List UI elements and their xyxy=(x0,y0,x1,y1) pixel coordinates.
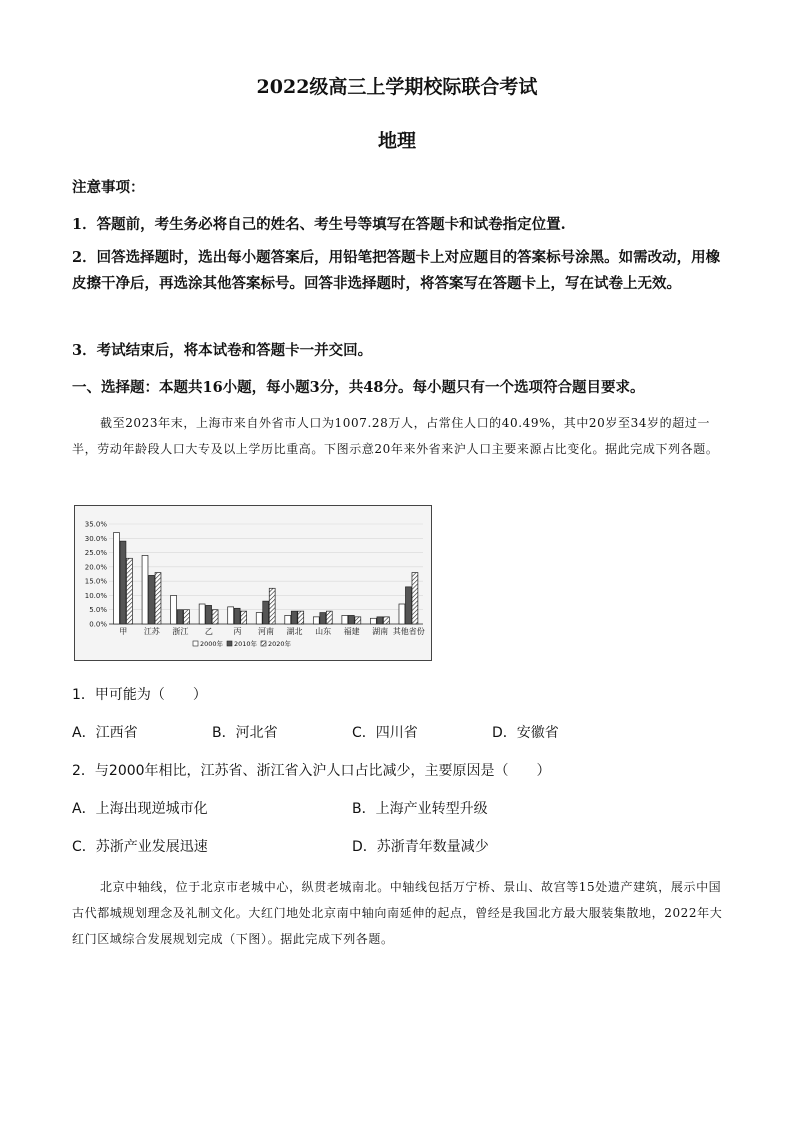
note-item-2: 2．回答选择题时，选出每小题答案后，用铅笔把答题卡上对应题目的答案标号涂黑。如需改动，用橡皮擦干净后，再选涂其他答案标号。回答非选择题时，将答案写在答题卡上，写在试卷上无效。 xyxy=(72,249,721,292)
q2-option-d[interactable]: D．苏浙青年数量减少 xyxy=(352,839,489,855)
category-label: 湖北 xyxy=(286,627,303,636)
bar-2020年-其他省份 xyxy=(412,573,418,624)
q2-option-c[interactable]: C．苏浙产业发展迅速 xyxy=(72,839,208,855)
section-1-heading: 一、选择题：本题共16小题，每小题3分，共48分。每小题只有一个选项符合题目要求。 xyxy=(72,379,645,396)
subject-title: 地理 xyxy=(377,130,416,152)
bar-2020年-甲 xyxy=(127,558,133,624)
bar-2000年-其他省份 xyxy=(399,604,405,624)
y-tick-label: 20.0% xyxy=(84,563,107,572)
legend-label: 2020年 xyxy=(268,640,292,648)
legend-swatch-2000年 xyxy=(193,641,198,646)
bar-2000年-乙 xyxy=(199,604,205,624)
category-label: 江苏 xyxy=(143,627,160,636)
category-label: 山东 xyxy=(315,627,332,636)
q1-option-b[interactable]: B．河北省 xyxy=(212,725,278,741)
passage-1: 截至2023年末，上海市来自外省市人口为1007.28万人，占常住人口的40.49%，其中20岁至34岁的超过一半，劳动年龄段人口大专及以上学历比重高。下图示意20年来外省来沪人口主要来源占比变化。据此完成下列各题。 xyxy=(72,416,719,456)
bar-2020年-湖北 xyxy=(298,611,304,624)
q1-option-d[interactable]: D．安徽省 xyxy=(492,725,559,741)
bar-2000年-湖南 xyxy=(370,618,376,624)
q1-option-c[interactable]: C．四川省 xyxy=(352,725,418,741)
exam-title: 2022级高三上学期校际联合考试 xyxy=(256,76,538,98)
category-label: 河南 xyxy=(258,627,274,636)
bar-2020年-丙 xyxy=(241,611,247,624)
q2-option-b[interactable]: B．上海产业转型升级 xyxy=(352,801,488,817)
bar-2010年-其他省份 xyxy=(405,587,411,624)
notes-heading: 注意事项： xyxy=(72,179,145,196)
bar-2020年-浙江 xyxy=(184,610,190,624)
bar-2010年-甲 xyxy=(120,541,126,624)
bar-2020年-乙 xyxy=(212,610,218,624)
y-tick-label: 30.0% xyxy=(84,534,107,543)
category-label: 甲 xyxy=(119,627,128,636)
category-label: 乙 xyxy=(204,627,213,636)
y-tick-label: 25.0% xyxy=(84,549,107,558)
bar-2010年-丙 xyxy=(234,608,240,624)
q1-option-a[interactable]: A．江西省 xyxy=(72,725,138,741)
category-label: 浙江 xyxy=(172,627,189,636)
category-label: 其他省份 xyxy=(392,627,425,636)
legend-swatch-2020年 xyxy=(261,641,266,646)
chart-svg xyxy=(75,506,431,660)
y-tick-label: 15.0% xyxy=(84,577,107,586)
bar-2000年-湖北 xyxy=(285,615,291,624)
question-1-stem: 1．甲可能为（ ） xyxy=(72,687,207,703)
note-item-1: 1．答题前，考生务必将自己的姓名、考生号等填写在答题卡和试卷指定位置. xyxy=(72,216,566,233)
category-label: 湖南 xyxy=(372,627,389,636)
bar-2010年-福建 xyxy=(348,615,354,624)
y-tick-label: 35.0% xyxy=(84,520,107,529)
bar-2010年-湖北 xyxy=(291,611,297,624)
bar-2020年-山东 xyxy=(326,611,332,624)
bar-2020年-河南 xyxy=(269,588,275,624)
bar-2010年-湖南 xyxy=(377,617,383,624)
note-item-3: 3．考试结束后，将本试卷和答题卡一并交回。 xyxy=(72,342,373,359)
bar-2010年-江苏 xyxy=(149,575,155,624)
migration-bar-chart xyxy=(74,505,432,661)
legend-label: 2010年 xyxy=(234,640,258,648)
q2-option-a[interactable]: A．上海出现逆城市化 xyxy=(72,801,208,817)
y-tick-label: 0.0% xyxy=(89,620,107,629)
passage-2: 北京中轴线，位于北京市老城中心，纵贯老城南北。中轴线包括万宁桥、景山、故宫等15处遗产建筑，展示中国古代都城规划理念及礼制文化。大红门地处北京南中轴向南延伸的起点，曾经是我国北方最大服装集散地，2022年大红门区域综合发展规划完成（下图）。据此完成下列各题。 xyxy=(72,880,723,946)
bar-2010年-河南 xyxy=(263,601,269,624)
bar-2000年-福建 xyxy=(342,615,348,624)
bar-2010年-山东 xyxy=(320,613,326,624)
bar-2020年-江苏 xyxy=(155,573,161,624)
category-label: 福建 xyxy=(343,627,360,636)
bar-2000年-浙江 xyxy=(171,595,177,624)
bar-2000年-江苏 xyxy=(142,555,148,624)
bar-2000年-山东 xyxy=(313,617,319,624)
bar-2010年-乙 xyxy=(206,605,212,624)
bar-2020年-湖南 xyxy=(383,617,389,624)
bar-2000年-河南 xyxy=(256,613,262,624)
y-tick-label: 5.0% xyxy=(89,606,107,615)
bar-2010年-浙江 xyxy=(177,610,183,624)
bar-2000年-甲 xyxy=(114,533,120,624)
legend-label: 2000年 xyxy=(200,640,224,648)
category-label: 丙 xyxy=(233,627,242,636)
bar-2020年-福建 xyxy=(355,617,361,624)
y-tick-label: 10.0% xyxy=(84,591,107,600)
question-2-stem: 2．与2000年相比，江苏省、浙江省入沪人口占比减少，主要原因是（ ） xyxy=(72,763,551,779)
legend-swatch-2010年 xyxy=(227,641,232,646)
bar-2000年-丙 xyxy=(228,607,234,624)
